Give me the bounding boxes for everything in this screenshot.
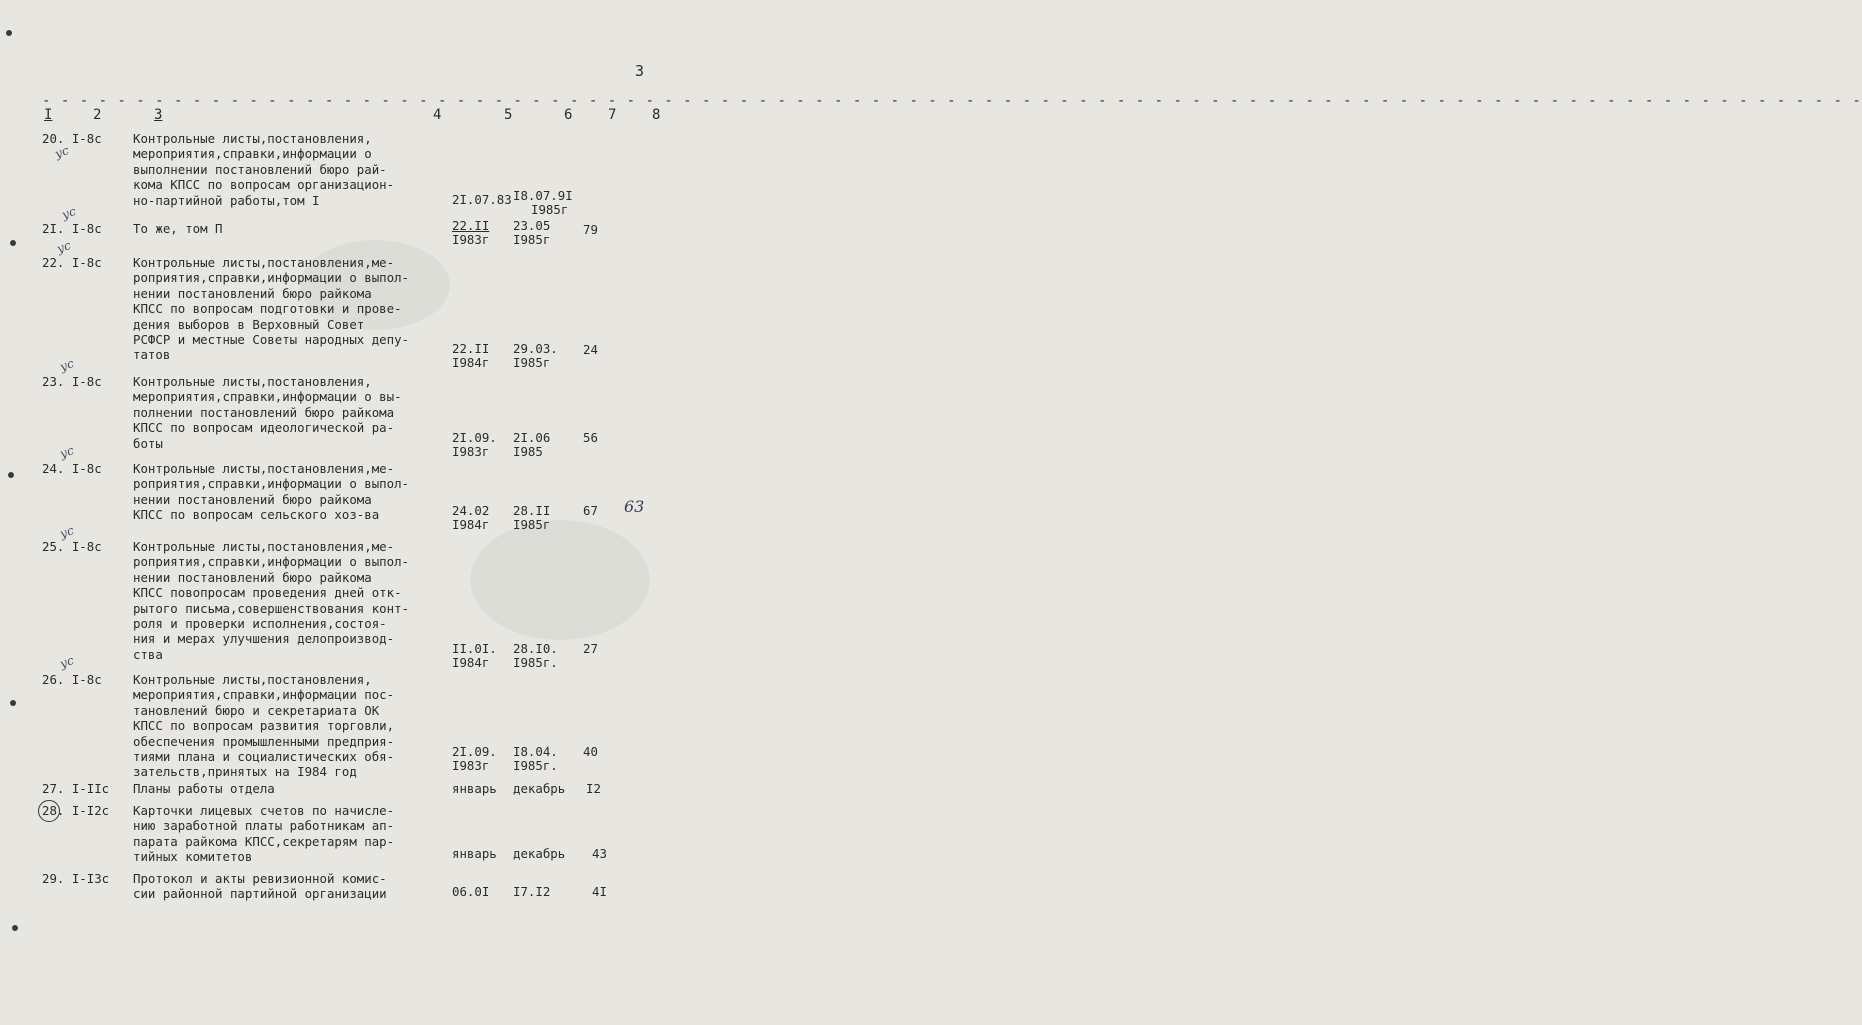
entry-description-line: но-партийной работы,том I [133, 192, 320, 208]
entry-description-line: зательств,принятых на I984 год [133, 764, 357, 780]
column-header-4: 4 [433, 107, 442, 123]
entry-description-line: Контрольные листы,постановления,ме- [133, 255, 395, 270]
entry-date-start-year: I984г [452, 655, 490, 670]
entry-number: 20. I-8с [42, 131, 102, 146]
entry-description-line: роля и проверки исполнения,состоя- [133, 616, 387, 631]
entry-description-line: Контрольные листы,постановления, [133, 374, 372, 389]
handwritten-mark: ус [58, 523, 76, 541]
entry-date-end-year: I985 [513, 444, 543, 459]
entry-date-end: 2I.06 [513, 430, 551, 445]
entry-description-line: нию заработной платы работникам ап- [133, 818, 395, 834]
entry-date-start: 22.II [452, 218, 490, 233]
handwritten-mark: ус [58, 356, 76, 374]
handwritten-mark: ус [55, 238, 73, 256]
entry-sheets: 56 [583, 430, 598, 445]
entry-description-line: парата райкома КПСС,секретарям пар- [133, 833, 395, 849]
entry-date-start-year: I983г [452, 444, 490, 459]
entry-date-end: декабрь [513, 781, 566, 796]
column-header-7: 7 [608, 107, 617, 123]
column-header-1: I [44, 107, 53, 123]
entry-description-line: тановлений бюро и секретариата ОК [133, 702, 380, 718]
entry-description-line: полнении постановлений бюро райкома [133, 404, 395, 420]
entry-sheets: 43 [592, 846, 607, 861]
column-header-5: 5 [504, 107, 513, 123]
entry-description-line: мероприятия,справки,информации пос- [133, 687, 395, 703]
column-header-3: 3 [154, 107, 163, 123]
entry-date-end: 29.03. [513, 341, 558, 356]
entry-date-end: I8.04. [513, 744, 558, 759]
entry-sheets: 24 [583, 342, 598, 357]
entry-date-end: 28.II [513, 503, 551, 518]
handwritten-mark: ус [60, 204, 78, 222]
entry-number: 28. I-I2с [42, 803, 110, 818]
entry-description-line: ства [133, 646, 163, 662]
entry-description-line: Карточки лицевых счетов по начисле- [133, 803, 395, 818]
entry-description-line: роприятия,справки,информации о выпол- [133, 554, 410, 570]
punch-hole [12, 925, 18, 931]
entry-date-end-year: I985г [531, 202, 569, 217]
entry-description-line: То же, том П [133, 221, 223, 236]
entry-date-start-year: I984г [452, 517, 490, 532]
entry-sheets: 79 [583, 222, 598, 237]
entry-sheets: I2 [586, 781, 601, 796]
handwritten-sheet-count: 63 [624, 497, 645, 516]
entry-description-line: роприятия,справки,информации о выпол- [133, 270, 410, 286]
column-header-2: 2 [93, 107, 102, 123]
punch-hole [10, 700, 16, 706]
punch-hole [8, 472, 14, 478]
entry-sheets: 40 [583, 744, 598, 759]
entry-date-end-year: I985г [513, 232, 551, 247]
column-header-6: 6 [564, 107, 573, 123]
entry-date-start: 24.02 [452, 503, 490, 518]
entry-description-line: КПСС по вопросам развития торговли, [133, 718, 395, 734]
entry-description-line: КПСС по вопросам подготовки и прове- [133, 301, 402, 317]
entry-description-line: Контрольные листы,постановления,ме- [133, 461, 395, 476]
entry-description-line: нении постановлений бюро райкома [133, 569, 372, 585]
entry-description-line: нении постановлений бюро райкома [133, 491, 372, 507]
entry-date-end: 23.05 [513, 218, 551, 233]
column-header-8: 8 [652, 107, 661, 123]
entry-date-start: январь [452, 781, 497, 796]
entry-description-line: Контрольные листы,постановления, [133, 131, 372, 146]
entry-number: 26. I-8с [42, 672, 102, 687]
entry-number: 25. I-8с [42, 539, 102, 554]
entry-number: 2I. I-8с [42, 221, 102, 236]
entry-date-start: 2I.07.83 [452, 192, 512, 207]
entry-date-start-year: I984г [452, 355, 490, 370]
entry-description-line: КПСС по вопросам идеологической ра- [133, 420, 395, 436]
entry-date-start-year: I983г [452, 758, 490, 773]
entry-date-start: 2I.09. [452, 430, 497, 445]
entry-description-line: татов [133, 347, 171, 363]
handwritten-mark: ус [53, 143, 71, 161]
entry-date-end-year: I985г. [513, 758, 558, 773]
entry-description-line: Контрольные листы,постановления, [133, 672, 372, 687]
entry-description-line: Планы работы отдела [133, 781, 275, 796]
page-number: 3 [635, 62, 645, 80]
punch-hole [6, 30, 12, 36]
entry-description-line: дения выборов в Верховный Совет [133, 316, 365, 332]
entry-number: 22. I-8с [42, 255, 102, 270]
entry-description-line: нении постановлений бюро райкома [133, 285, 372, 301]
entry-description-line: Протокол и акты ревизионной комис- [133, 871, 387, 886]
entry-date-end: I7.I2 [513, 884, 551, 899]
entry-description-line: ния и мерах улучшения делопроизвод- [133, 631, 395, 647]
entry-description-line: кома КПСС по вопросам организацион- [133, 177, 395, 193]
entry-number: 29. I-I3с [42, 871, 110, 886]
entry-sheets: 67 [583, 503, 598, 518]
entry-date-end: декабрь [513, 846, 566, 861]
entry-date-start-year: I983г [452, 232, 490, 247]
entry-date-end-year: I985г [513, 517, 551, 532]
handwritten-mark: ус [58, 443, 76, 461]
entry-description-line: обеспечения промышленными предприя- [133, 733, 395, 749]
entry-date-start: январь [452, 846, 497, 861]
entry-number: 24. I-8с [42, 461, 102, 476]
entry-sheets: 4I [592, 884, 607, 899]
entry-description-line: роприятия,справки,информации о выпол- [133, 476, 410, 492]
entry-description-line: КПСС по вопросам сельского хоз-ва [133, 507, 380, 523]
entry-date-end: I8.07.9I [513, 188, 573, 203]
paper-stain [470, 520, 650, 640]
entry-description-line: тиями плана и социалистических обя- [133, 749, 395, 764]
entry-date-end-year: I985г [513, 355, 551, 370]
handwritten-mark: ус [58, 653, 76, 671]
entry-number: 23. I-8с [42, 374, 102, 389]
entry-description-line: мероприятия,справки,информации о [133, 146, 372, 162]
entry-description-line: КПСС повопросам проведения дней отк- [133, 585, 402, 601]
entry-date-start: 2I.09. [452, 744, 497, 759]
entry-description-line: рытого письма,совершенствования конт- [133, 600, 410, 616]
entry-description-line: сии районной партийной организации [133, 886, 387, 902]
entry-number: 27. I-IIс [42, 781, 110, 796]
entry-date-start: II.0I. [452, 641, 497, 656]
entry-description-line: мероприятия,справки,информации о вы- [133, 389, 402, 405]
entry-description-line: выполнении постановлений бюро рай- [133, 161, 387, 177]
entry-description-line: РСФСР и местные Советы народных депу- [133, 332, 410, 347]
punch-hole [10, 240, 16, 246]
entry-description-line: Контрольные листы,постановления,ме- [133, 539, 395, 554]
entry-description-line: тийных комитетов [133, 849, 253, 865]
entry-description-line: боты [133, 435, 163, 451]
entry-sheets: 27 [583, 641, 598, 656]
entry-date-end-year: I985г. [513, 655, 558, 670]
entry-date-start: 22.II [452, 341, 490, 356]
header-rule: - - - - - - - - - - - - - - - - - - - - - - - - - - - - - - - - - - - - - - - - - - - - - - - - - - - - - - - - - - - - - - - - - - - - - - - - - - - - - - - - - - - - - - - - - - - - - - - - - [42, 93, 1862, 109]
entry-date-end: 28.I0. [513, 641, 558, 656]
entry-date-start: 06.0I [452, 884, 490, 899]
